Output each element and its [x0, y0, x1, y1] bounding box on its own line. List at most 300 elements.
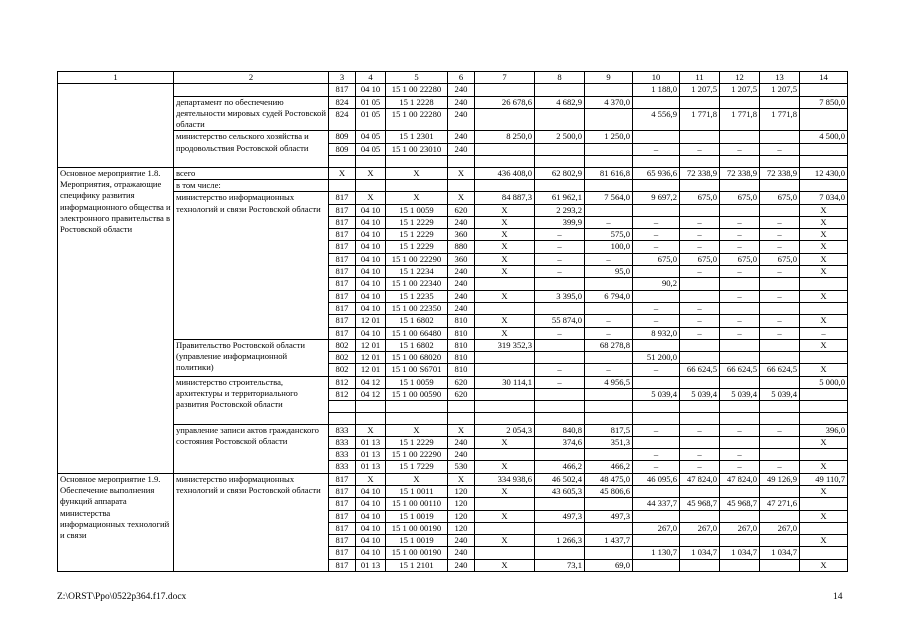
table-cell: 15 1 00 00190: [386, 522, 448, 534]
table-cell: 15 1 00 22290: [386, 253, 448, 265]
table-cell: 15 1 00 22340: [386, 278, 448, 290]
table-cell: [633, 412, 680, 424]
column-header: 6: [448, 72, 475, 84]
table-cell: 04 10: [356, 498, 386, 510]
column-header: 8: [535, 72, 585, 84]
table-cell: 66 624,5: [680, 364, 720, 376]
table-cell: Х: [448, 192, 475, 204]
table-cell: 01 05: [356, 96, 386, 109]
table-cell: 436 408,0: [475, 167, 535, 179]
table-cell: 69,0: [585, 559, 633, 571]
table-cell: 6 794,0: [585, 290, 633, 302]
table-row: [58, 84, 848, 96]
table-cell: 675,0: [720, 253, 760, 265]
table-cell: [329, 412, 356, 424]
table-cell: [475, 498, 535, 510]
table-cell: –: [633, 449, 680, 461]
table-cell: 334 938,6: [475, 473, 535, 485]
table-cell: 240: [448, 302, 475, 314]
table-cell: –: [760, 229, 800, 241]
table-cell: [633, 204, 680, 216]
table-cell: [720, 302, 760, 314]
table-cell: 72 338,9: [680, 167, 720, 179]
table-cell: Х: [386, 473, 448, 485]
table-cell: –: [720, 216, 760, 228]
table-cell: 620: [448, 376, 475, 388]
table-cell: 802: [329, 352, 356, 364]
table-cell: –: [680, 302, 720, 314]
table-cell: [475, 179, 535, 191]
table-cell: –: [535, 266, 585, 278]
table-cell: –: [760, 266, 800, 278]
table-cell: [800, 84, 848, 96]
table-cell: [633, 179, 680, 191]
table-cell: 319 352,3: [475, 339, 535, 351]
table-cell: 817: [329, 522, 356, 534]
column-header: 2: [174, 72, 329, 84]
table-cell: 15 1 0011: [386, 485, 448, 497]
table-cell: Х: [475, 253, 535, 265]
table-cell: [535, 389, 585, 401]
table-cell: 817: [329, 327, 356, 339]
table-cell: [760, 352, 800, 364]
table-cell: 810: [448, 315, 475, 327]
table-cell: [760, 485, 800, 497]
table-cell: [448, 156, 475, 168]
table-cell: 812: [329, 389, 356, 401]
table-cell: [760, 535, 800, 547]
table-cell: Х: [356, 192, 386, 204]
table-cell: –: [633, 241, 680, 253]
table-cell: [800, 547, 848, 559]
table-cell: 84 887,3: [475, 192, 535, 204]
table-cell: [329, 179, 356, 191]
table-cell: –: [680, 449, 720, 461]
table-cell: [585, 109, 633, 131]
table-cell: [760, 449, 800, 461]
measure-title: Основное мероприятие 1.9. Обеспечение выполнения функций аппарата министерства информационных технологий и связи: [58, 473, 174, 571]
table-cell: [633, 131, 680, 143]
table-cell: Х: [800, 315, 848, 327]
table-cell: 5 000,0: [800, 376, 848, 388]
table-cell: 817: [329, 253, 356, 265]
table-cell: 15 1 00 68020: [386, 352, 448, 364]
table-cell: [585, 204, 633, 216]
table-cell: Х: [386, 192, 448, 204]
table-cell: Х: [800, 461, 848, 473]
table-cell: 04 10: [356, 535, 386, 547]
table-cell: [448, 179, 475, 191]
table-cell: –: [760, 327, 800, 339]
table-cell: 1 771,8: [680, 109, 720, 131]
table-cell: [633, 290, 680, 302]
table-cell: 575,0: [585, 229, 633, 241]
table-cell: 15 1 00 66480: [386, 327, 448, 339]
table-cell: [386, 401, 448, 413]
table-cell: [356, 412, 386, 424]
table-row: [58, 179, 848, 191]
table-cell: 2 500,0: [535, 131, 585, 143]
table-cell: 240: [448, 547, 475, 559]
table-cell: 15 1 00 22280: [386, 84, 448, 96]
table-cell: 240: [448, 559, 475, 571]
table-cell: [760, 412, 800, 424]
table-cell: 802: [329, 339, 356, 351]
executor-cell: Правительство Ростовской области (управление информационной политики): [174, 339, 329, 376]
table-cell: [585, 278, 633, 290]
table-cell: 7 850,0: [800, 96, 848, 109]
table-cell: 4 370,0: [585, 96, 633, 109]
table-cell: [585, 143, 633, 155]
table-cell: [535, 412, 585, 424]
table-cell: 240: [448, 535, 475, 547]
table-cell: [329, 156, 356, 168]
table-cell: 15 1 6802: [386, 315, 448, 327]
table-cell: 240: [448, 96, 475, 109]
table-cell: 4 500,0: [800, 131, 848, 143]
table-cell: –: [633, 143, 680, 155]
table-cell: –: [760, 424, 800, 436]
table-cell: [535, 352, 585, 364]
table-cell: 5 039,4: [720, 389, 760, 401]
table-cell: Х: [800, 510, 848, 522]
table-cell: 01 05: [356, 109, 386, 131]
table-cell: [475, 522, 535, 534]
table-cell: 04 10: [356, 241, 386, 253]
table-cell: 48 475,0: [585, 473, 633, 485]
table-cell: Х: [475, 229, 535, 241]
table-cell: [760, 278, 800, 290]
table-cell: 824: [329, 96, 356, 109]
table-cell: 66 624,5: [720, 364, 760, 376]
table-cell: [633, 266, 680, 278]
table-cell: 833: [329, 436, 356, 448]
table-cell: 374,6: [535, 436, 585, 448]
table-cell: 90,2: [633, 278, 680, 290]
table-cell: –: [720, 266, 760, 278]
table-cell: Х: [800, 241, 848, 253]
table-cell: Х: [448, 167, 475, 179]
table-cell: –: [680, 461, 720, 473]
table-cell: 1 207,5: [720, 84, 760, 96]
table-cell: [720, 204, 760, 216]
executor-cell: всего: [174, 167, 329, 179]
table-cell: 45 806,6: [585, 485, 633, 497]
table-cell: –: [633, 461, 680, 473]
table-cell: [720, 156, 760, 168]
table-cell: 04 10: [356, 253, 386, 265]
footer-page-number: 14: [833, 592, 843, 602]
table-cell: [680, 96, 720, 109]
table-cell: 240: [448, 131, 475, 143]
table-cell: 1 034,7: [760, 547, 800, 559]
table-cell: [386, 412, 448, 424]
table-cell: 15 1 00 00190: [386, 547, 448, 559]
table-cell: 12 430,0: [800, 167, 848, 179]
table-cell: [585, 352, 633, 364]
table-cell: 04 10: [356, 229, 386, 241]
column-header: 5: [386, 72, 448, 84]
table-cell: Х: [329, 167, 356, 179]
table-cell: [760, 376, 800, 388]
table-cell: –: [680, 241, 720, 253]
table-cell: 817: [329, 241, 356, 253]
table-cell: 1 771,8: [720, 109, 760, 131]
table-cell: 12 01: [356, 352, 386, 364]
table-cell: 15 1 2235: [386, 290, 448, 302]
table-cell: 15 1 2234: [386, 266, 448, 278]
table-cell: 240: [448, 143, 475, 155]
table-cell: 497,3: [535, 510, 585, 522]
table-cell: [585, 547, 633, 559]
table-cell: 15 1 0019: [386, 535, 448, 547]
table-cell: 01 13: [356, 461, 386, 473]
table-cell: 12 01: [356, 364, 386, 376]
table-cell: 04 10: [356, 510, 386, 522]
table-cell: [633, 339, 680, 351]
table-cell: [585, 156, 633, 168]
table-cell: 120: [448, 498, 475, 510]
table-cell: [475, 412, 535, 424]
table-cell: –: [680, 143, 720, 155]
executor-cell: департамент по обеспечению деятельности мировых судей Ростовской области: [174, 96, 329, 131]
table-cell: 817: [329, 290, 356, 302]
table-cell: Х: [475, 216, 535, 228]
table-cell: Х: [800, 485, 848, 497]
table-cell: 240: [448, 290, 475, 302]
table-cell: [800, 156, 848, 168]
table-cell: 1 207,5: [760, 84, 800, 96]
table-cell: 12 01: [356, 315, 386, 327]
table-cell: 04 10: [356, 204, 386, 216]
table-cell: [633, 436, 680, 448]
table-cell: 240: [448, 449, 475, 461]
table-cell: 55 874,0: [535, 315, 585, 327]
table-cell: 817: [329, 535, 356, 547]
table-cell: [680, 535, 720, 547]
table-cell: [760, 559, 800, 571]
table-cell: 04 05: [356, 143, 386, 155]
table-cell: 817: [329, 510, 356, 522]
table-cell: 817: [329, 229, 356, 241]
table-cell: Х: [356, 424, 386, 436]
table-cell: Х: [356, 167, 386, 179]
table-cell: [800, 179, 848, 191]
table-cell: [535, 522, 585, 534]
table-cell: Х: [386, 424, 448, 436]
table-cell: 46 095,6: [633, 473, 680, 485]
table-cell: 1 266,3: [535, 535, 585, 547]
table-cell: 810: [448, 364, 475, 376]
table-cell: –: [720, 327, 760, 339]
table-cell: [633, 559, 680, 571]
table-cell: [800, 498, 848, 510]
table-cell: Х: [356, 473, 386, 485]
table-cell: Х: [448, 473, 475, 485]
table-cell: 802: [329, 364, 356, 376]
table-cell: 1 437,7: [585, 535, 633, 547]
table-cell: –: [760, 461, 800, 473]
measure-title: Основное мероприятие 1.8. Мероприятия, отражающие специфику развития информационного общества и электронного правительства в Ростовской области: [58, 167, 174, 473]
table-row: [58, 131, 848, 143]
table-cell: 675,0: [760, 192, 800, 204]
table-cell: [535, 278, 585, 290]
table-cell: 1 130,7: [633, 547, 680, 559]
table-cell: [720, 131, 760, 143]
column-header: 7: [475, 72, 535, 84]
table-cell: 267,0: [633, 522, 680, 534]
table-cell: [475, 547, 535, 559]
table-cell: 8 250,0: [475, 131, 535, 143]
column-header: 10: [633, 72, 680, 84]
column-header: 1: [58, 72, 174, 84]
table-cell: 120: [448, 522, 475, 534]
table-cell: –: [760, 143, 800, 155]
table-cell: –: [720, 461, 760, 473]
table-cell: 810: [448, 339, 475, 351]
table-cell: Х: [800, 266, 848, 278]
table-cell: [720, 179, 760, 191]
table-cell: 95,0: [585, 266, 633, 278]
table-cell: –: [720, 229, 760, 241]
budget-table: [57, 71, 848, 572]
table-cell: –: [720, 290, 760, 302]
table-cell: 620: [448, 389, 475, 401]
table-cell: 68 278,8: [585, 339, 633, 351]
table-cell: 1 188,0: [633, 84, 680, 96]
table-cell: [760, 131, 800, 143]
table-cell: [720, 278, 760, 290]
table-cell: 817: [329, 315, 356, 327]
table-cell: [633, 401, 680, 413]
table-cell: 04 10: [356, 84, 386, 96]
table-cell: 47 824,0: [680, 473, 720, 485]
table-cell: [800, 302, 848, 314]
table-cell: –: [585, 364, 633, 376]
table-row: [58, 96, 848, 109]
table-row: [58, 339, 848, 351]
table-cell: 817: [329, 84, 356, 96]
table-cell: [475, 278, 535, 290]
table-cell: 360: [448, 253, 475, 265]
table-cell: [535, 401, 585, 413]
table-cell: [800, 143, 848, 155]
table-cell: [535, 143, 585, 155]
table-cell: [585, 522, 633, 534]
table-cell: 8 932,0: [633, 327, 680, 339]
table-cell: Х: [800, 559, 848, 571]
table-cell: 3 395,0: [535, 290, 585, 302]
executor-cell: министерство информационных технологий и связи Ростовской области: [174, 192, 329, 340]
table-cell: 15 1 00 S6701: [386, 364, 448, 376]
executor-cell: [174, 84, 329, 96]
table-cell: [475, 156, 535, 168]
table-cell: 2 054,3: [475, 424, 535, 436]
table-cell: 240: [448, 278, 475, 290]
table-cell: 46 502,4: [535, 473, 585, 485]
table-cell: Х: [475, 241, 535, 253]
table-cell: 267,0: [680, 522, 720, 534]
table-cell: 812: [329, 376, 356, 388]
table-cell: 1 034,7: [720, 547, 760, 559]
table-cell: 817: [329, 498, 356, 510]
table-cell: [329, 401, 356, 413]
table-cell: 240: [448, 216, 475, 228]
table-cell: 12 01: [356, 339, 386, 351]
table-cell: –: [760, 290, 800, 302]
table-cell: 15 1 00 23010: [386, 143, 448, 155]
table-cell: Х: [475, 327, 535, 339]
table-cell: 15 1 00 22280: [386, 109, 448, 131]
table-cell: [800, 389, 848, 401]
table-cell: [720, 96, 760, 109]
table-cell: [535, 339, 585, 351]
table-cell: 817: [329, 266, 356, 278]
table-cell: –: [680, 266, 720, 278]
measure-cell: [58, 84, 174, 167]
table-cell: 1 207,5: [680, 84, 720, 96]
table-cell: [720, 339, 760, 351]
table-cell: 15 1 2101: [386, 559, 448, 571]
table-cell: 267,0: [720, 522, 760, 534]
table-cell: –: [535, 327, 585, 339]
table-cell: 01 13: [356, 449, 386, 461]
table-cell: [760, 436, 800, 448]
table-cell: [720, 510, 760, 522]
table-row: [58, 192, 848, 204]
table-cell: [475, 109, 535, 131]
table-cell: –: [633, 424, 680, 436]
table-cell: 817: [329, 559, 356, 571]
table-cell: [720, 485, 760, 497]
table-cell: 7 034,0: [800, 192, 848, 204]
table-cell: –: [720, 424, 760, 436]
table-cell: 15 1 6802: [386, 339, 448, 351]
table-cell: [585, 498, 633, 510]
table-cell: 675,0: [720, 192, 760, 204]
table-cell: Х: [475, 290, 535, 302]
table-cell: 15 1 2229: [386, 241, 448, 253]
table-cell: 5 039,4: [760, 389, 800, 401]
table-cell: [585, 412, 633, 424]
table-cell: 72 338,9: [720, 167, 760, 179]
table-cell: Х: [800, 436, 848, 448]
table-cell: Х: [800, 216, 848, 228]
table-cell: Х: [448, 424, 475, 436]
table-cell: [680, 179, 720, 191]
table-cell: 01 13: [356, 436, 386, 448]
table-cell: [720, 412, 760, 424]
table-cell: Х: [386, 167, 448, 179]
table-cell: 47 271,6: [760, 498, 800, 510]
table-cell: –: [720, 241, 760, 253]
table-cell: 810: [448, 327, 475, 339]
table-cell: –: [633, 302, 680, 314]
table-cell: [585, 389, 633, 401]
table-cell: [386, 156, 448, 168]
table-cell: 73,1: [535, 559, 585, 571]
table-cell: [475, 352, 535, 364]
table-cell: Х: [800, 364, 848, 376]
table-cell: [535, 449, 585, 461]
table-cell: 49 110,7: [800, 473, 848, 485]
table-cell: Х: [800, 253, 848, 265]
table-row: [58, 376, 848, 388]
table-cell: [535, 179, 585, 191]
table-cell: –: [535, 241, 585, 253]
table-cell: 26 678,6: [475, 96, 535, 109]
table-cell: [800, 449, 848, 461]
